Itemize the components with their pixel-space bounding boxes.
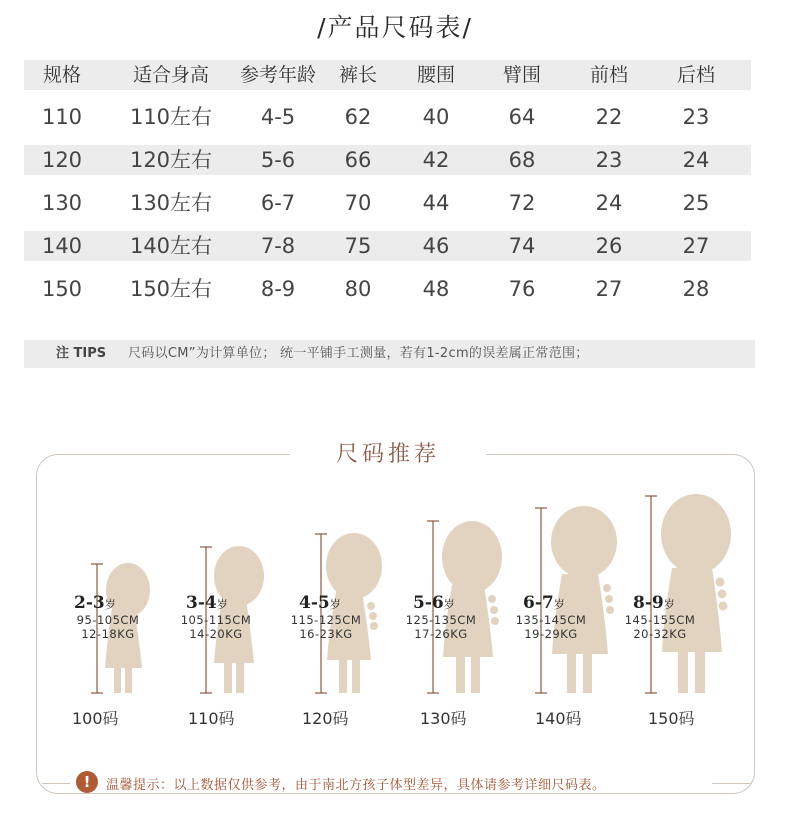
table-cell: 68: [508, 148, 536, 172]
table-cell: 22: [595, 105, 623, 129]
page-title: /产品尺码表/: [317, 13, 473, 42]
table-cell: 75: [344, 234, 372, 258]
weight-range: 19-29KG: [524, 627, 578, 641]
table-cell: 62: [344, 105, 372, 129]
table-cell: 140: [41, 234, 83, 258]
size-code: 100码: [72, 709, 119, 728]
notice-divider: [712, 783, 752, 784]
height-range: 135-145CM: [515, 613, 587, 627]
height-range: 145-155CM: [624, 613, 696, 627]
table-cell: 72: [508, 191, 536, 215]
table-row: [24, 188, 751, 218]
size-recommend-title: 尺码推荐: [335, 442, 440, 467]
column-header: 腰围: [416, 64, 455, 86]
table-cell: 64: [508, 105, 536, 129]
height-range: 95-105CM: [76, 613, 140, 627]
column-header: 后档: [676, 64, 715, 86]
age-label: 8-9岁: [633, 593, 675, 613]
table-cell: 150: [41, 277, 83, 301]
column-header: 适合身高: [132, 64, 209, 86]
table-cell: 120左右: [129, 148, 213, 172]
age-label: 6-7岁: [523, 593, 565, 613]
table-row: [24, 274, 751, 304]
table-cell: 74: [508, 234, 536, 258]
table-cell: 150左右: [129, 277, 213, 301]
size-code: 120码: [302, 709, 349, 728]
weight-range: 17-26KG: [414, 627, 468, 641]
age-label: 3-4岁: [186, 593, 228, 613]
table-cell: 46: [422, 234, 450, 258]
table-cell: 48: [422, 277, 450, 301]
table-cell: 24: [595, 191, 623, 215]
table-cell: 110: [41, 105, 83, 129]
table-cell: 110左右: [129, 105, 213, 129]
table-row: [24, 102, 751, 132]
size-code: 130码: [420, 709, 467, 728]
exclamation-icon: !: [76, 771, 98, 793]
column-header: 规格: [42, 64, 81, 86]
column-header: 参考年龄: [239, 64, 316, 86]
age-label: 5-6岁: [413, 593, 455, 613]
weight-range: 14-20KG: [189, 627, 243, 641]
table-cell: 40: [422, 105, 450, 129]
size-code: 140码: [535, 709, 582, 728]
column-header: 前档: [589, 64, 628, 86]
tips-text: 尺码以CM”为计算单位； 统一平铺手工测量，若有1-2cm的误差属正常范围；: [128, 346, 589, 361]
height-range: 105-115CM: [180, 613, 252, 627]
size-table: [24, 60, 751, 304]
tips-bar: [24, 340, 755, 368]
table-cell: 5-6: [260, 148, 296, 172]
notice-text: 温馨提示：以上数据仅供参考，由于南北方孩子体型差异，具体请参考详细尺码表。: [106, 778, 606, 793]
table-cell: 76: [508, 277, 536, 301]
column-header: 臂围: [502, 64, 541, 86]
table-cell: 25: [682, 191, 710, 215]
table-row: [24, 145, 751, 175]
table-cell: 120: [41, 148, 83, 172]
table-cell: 66: [344, 148, 372, 172]
notice-divider: [42, 783, 70, 784]
table-cell: 27: [682, 234, 710, 258]
height-range: 125-135CM: [405, 613, 477, 627]
table-cell: 28: [682, 277, 710, 301]
tips-label: 注 TIPS: [56, 346, 107, 361]
weight-range: 20-32KG: [633, 627, 687, 641]
table-cell: 4-5: [260, 105, 296, 129]
size-code: 150码: [648, 709, 695, 728]
table-cell: 26: [595, 234, 623, 258]
table-cell: 27: [595, 277, 623, 301]
table-cell: 7-8: [260, 234, 296, 258]
height-range: 115-125CM: [290, 613, 362, 627]
table-cell: 42: [422, 148, 450, 172]
table-cell: 130: [41, 191, 83, 215]
table-header-row: [24, 60, 751, 90]
age-label: 2-3岁: [74, 593, 116, 613]
size-code: 110码: [188, 709, 235, 728]
table-cell: 24: [682, 148, 710, 172]
weight-range: 12-18KG: [81, 627, 135, 641]
table-cell: 23: [682, 105, 710, 129]
table-cell: 140左右: [129, 234, 213, 258]
table-cell: 130左右: [129, 191, 213, 215]
weight-range: 16-23KG: [299, 627, 353, 641]
table-cell: 23: [595, 148, 623, 172]
table-cell: 80: [344, 277, 372, 301]
table-row: [24, 231, 751, 261]
table-cell: 6-7: [260, 191, 296, 215]
table-cell: 8-9: [260, 277, 296, 301]
table-cell: 70: [344, 191, 372, 215]
age-label: 4-5岁: [299, 593, 341, 613]
table-cell: 44: [422, 191, 450, 215]
column-header: 裤长: [338, 64, 377, 86]
